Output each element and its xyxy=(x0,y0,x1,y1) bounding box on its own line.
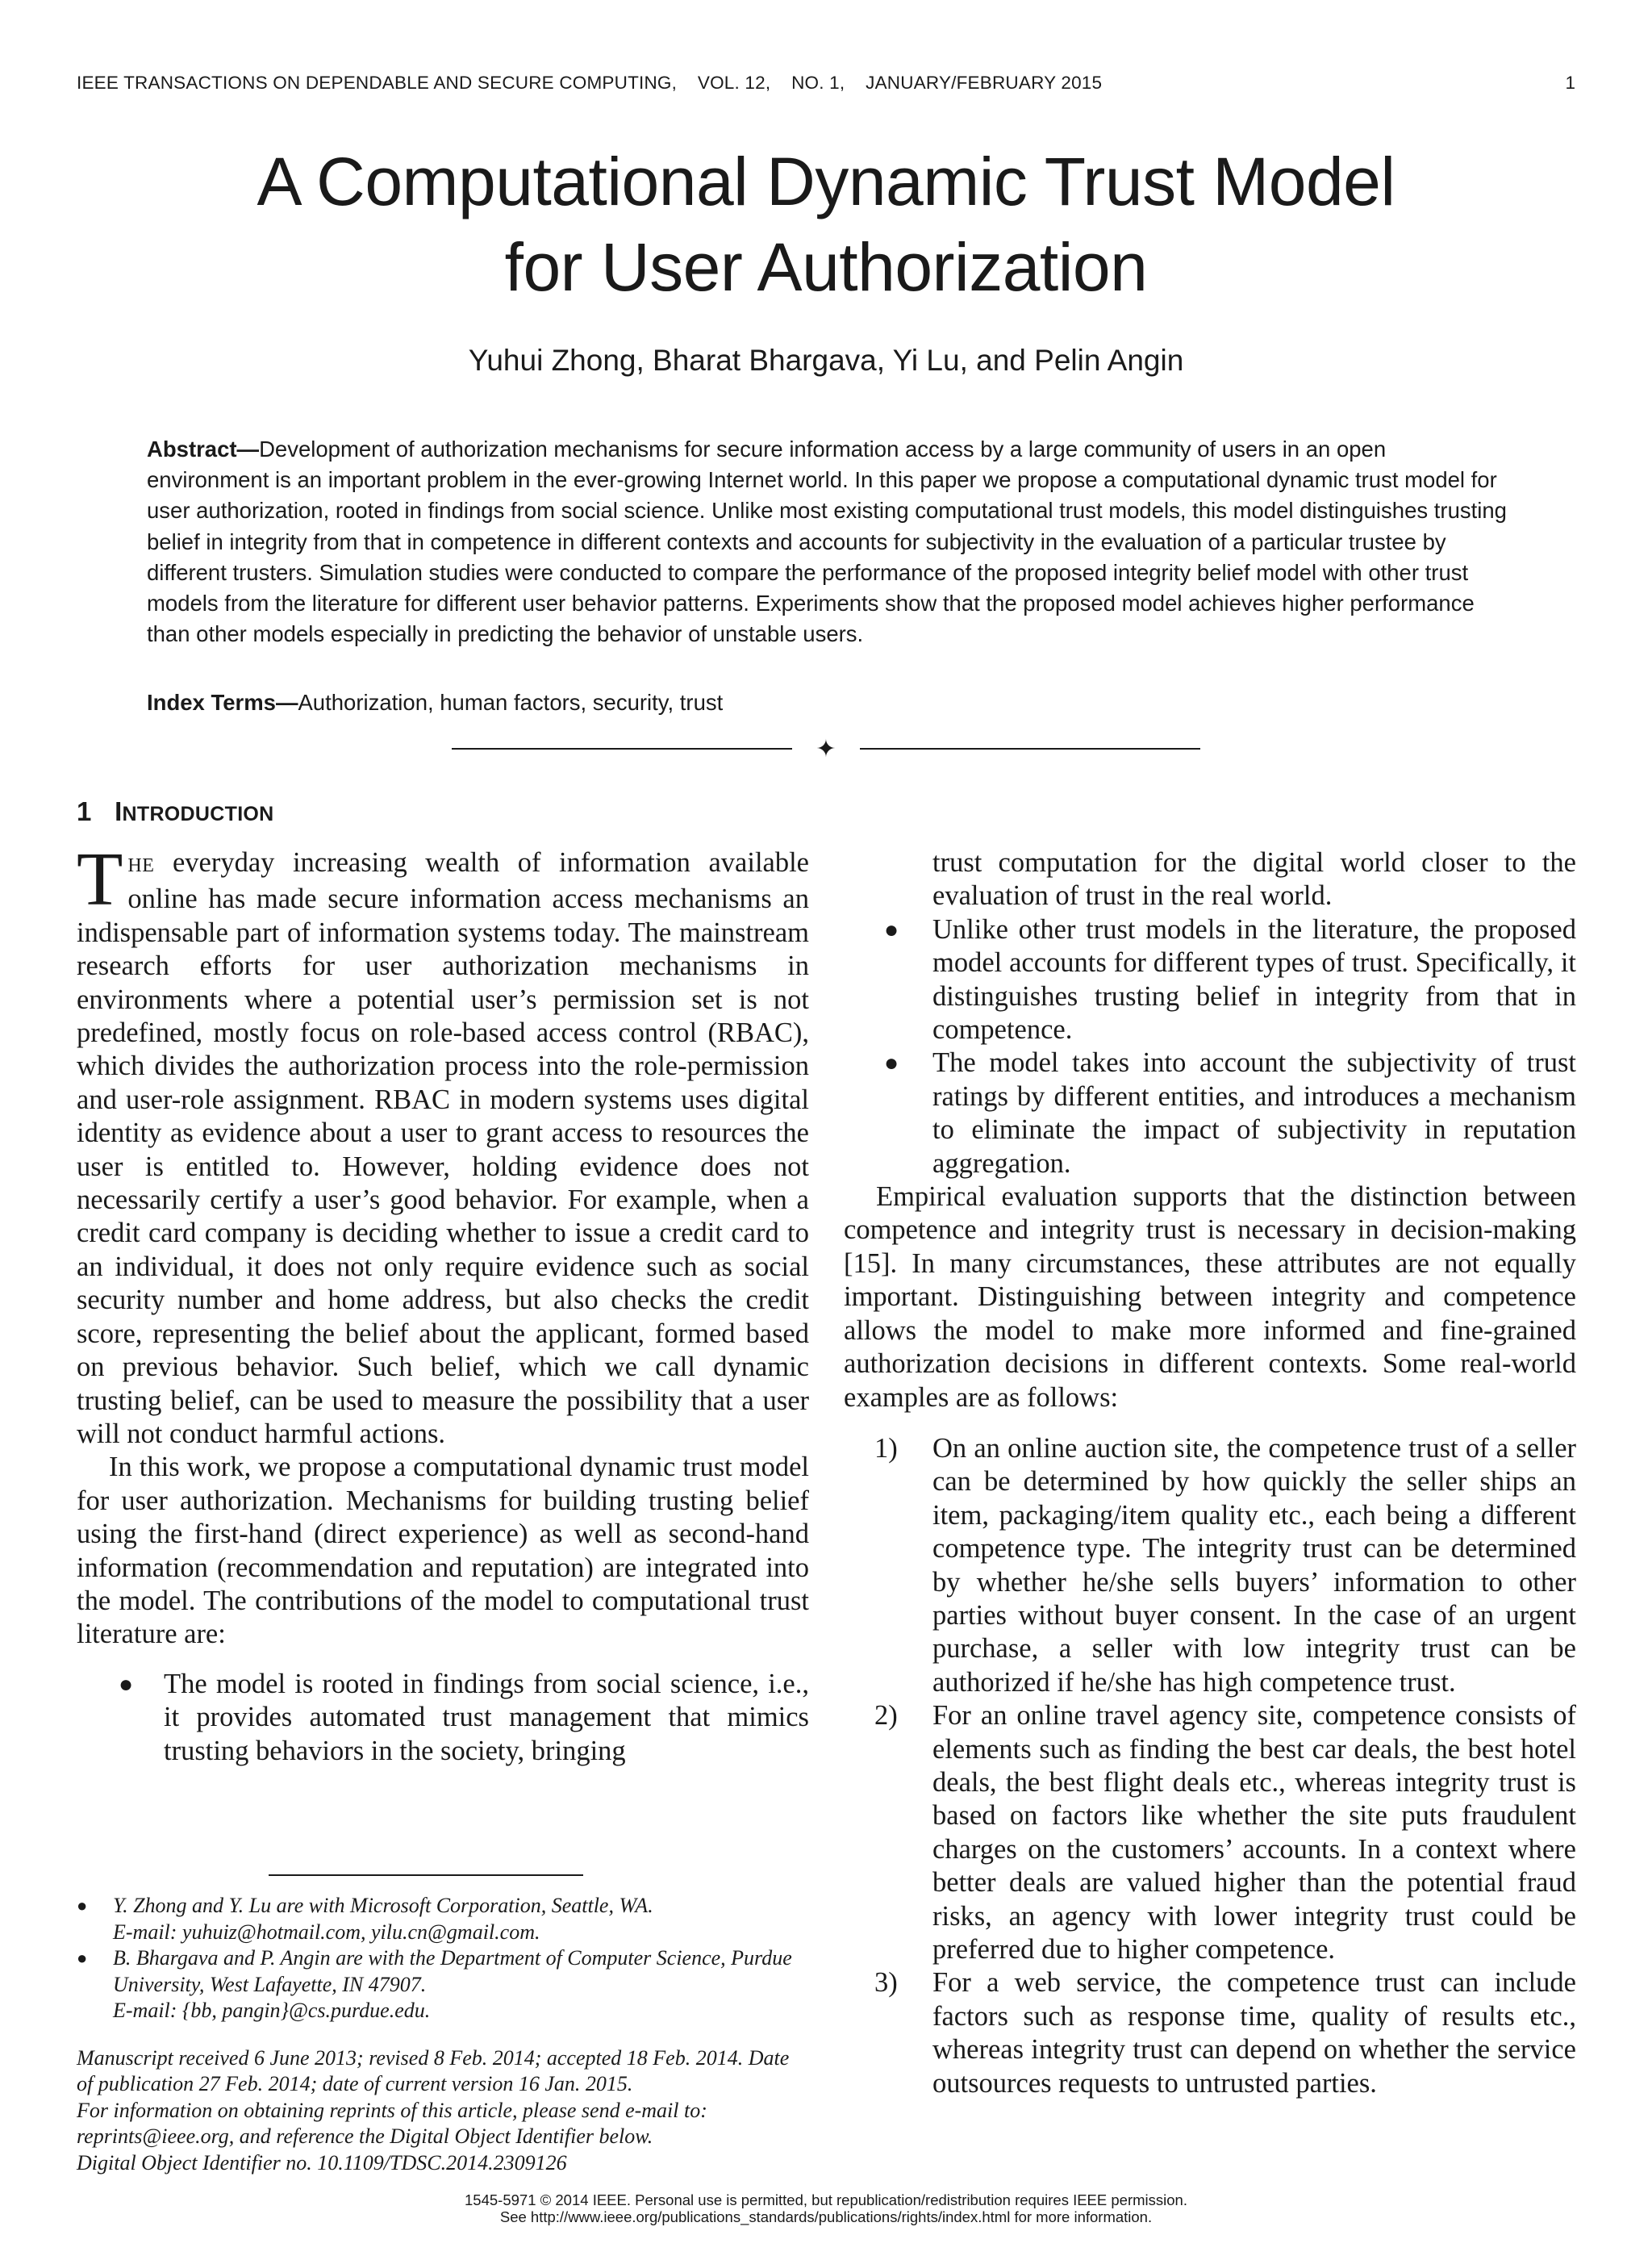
drop-cap-rest: HE xyxy=(127,855,155,876)
copyright-line-2: See http://www.ieee.org/publications_standards/publications/rights/index.html for more information. xyxy=(499,2208,1153,2225)
journal-name: IEEE TRANSACTIONS ON DEPENDABLE AND SECURE COMPUTING, xyxy=(77,73,678,93)
manuscript-dates: Manuscript received 6 June 2013; revised 8 Feb. 2014; accepted 18 Feb. 2014. Date of publication 27 Feb. 2014; date of current version 16 Jan. 2015. xyxy=(77,2045,790,2095)
example-text: For an online travel agency site, competence consists of elements such as finding the best car deals, the best hotel deals, the best flight deals etc., whereas integrity trust is based on factors like whether the site puts fraudulent charges on the customers’ accounts. In a context where better deals are valued higher than the potential fraud risks, an agency with lower integrity trust could be preferred due to higher competence. xyxy=(932,1700,1576,1965)
list-item xyxy=(844,1047,1576,1180)
journal-volume: VOL. 12, xyxy=(697,73,771,93)
contributions-list-continued xyxy=(844,913,1576,1180)
abstract-text: Development of authorization mechanisms for secure information access by a large community of users in an open environment is an important problem in the ever-growing Internet world. In this paper we propose a computational dynamic trust model for user authorization, rooted in findings from social science. Unlike most existing computational trust models, this model distinguishes trusting belief in integrity from that in competence in different contexts and accounts for subjectivity in the evaluation of a particular trustee by different trusters. Simulation studies were conducted to compare the performance of the proposed integrity belief model with other trust models from the literature for different user behavior patterns. Experiments show that the proposed model achieves higher performance than other models especially in predicting the behavior of unstable users. xyxy=(147,437,1507,647)
footnote-1-line1: Y. Zhong and Y. Lu are with Microsoft Corporation, Seattle, WA. xyxy=(113,1894,653,1917)
copyright-line-1: 1545-5971 © 2014 IEEE. Personal use is permitted, but republication/redistribution requires IEEE permission. xyxy=(465,2191,1187,2208)
paper-title-line1: A Computational Dynamic Trust Model xyxy=(257,144,1395,219)
example-number: 1) xyxy=(874,1432,898,1464)
list-item xyxy=(77,1668,809,1768)
section-heading xyxy=(77,796,274,827)
footnote-1-email: E-mail: yuhuiz@hotmail.com, yilu.cn@gmail.com. xyxy=(113,1920,540,1944)
contribution-1-continued: trust computation for the digital world closer to the evaluation of trust in the real world. xyxy=(932,847,1576,912)
section-title-initial: I xyxy=(115,796,123,826)
left-column xyxy=(77,838,809,1768)
example-number: 3) xyxy=(874,1967,898,1999)
contribution-3-text: The model takes into account the subjectivity of trust ratings by different entities, and introduces a mechanism to eliminate the impact of subjectivity in reputation aggregation. xyxy=(932,1047,1576,1179)
index-terms-label: Index Terms— xyxy=(147,690,298,715)
section-divider xyxy=(452,737,1200,761)
right-column xyxy=(844,846,1576,2100)
example-text: On an online auction site, the competence trust of a seller can be determined by how quickly the seller ships an item, packaging/item quality etc., each being a different competence type. The integrity trust can be determined by whether he/she sells buyers’ information to other parties without buyer consent. In the case of an urgent purchase, a seller with low integrity trust can be authorized if he/she has high competence trust. xyxy=(932,1432,1576,1698)
intro-paragraph-1 xyxy=(77,838,809,1451)
list-item xyxy=(844,1432,1576,1699)
list-item xyxy=(844,1699,1576,1966)
index-terms-text: Authorization, human factors, security, trust xyxy=(298,690,724,715)
bullet-icon: ● xyxy=(884,1050,899,1077)
drop-cap: T xyxy=(77,838,123,921)
divider-star-icon: ✦ xyxy=(816,737,836,761)
abstract xyxy=(147,434,1510,650)
manuscript-info xyxy=(77,2045,809,2177)
footnotes xyxy=(77,1893,809,2176)
footnote-2-email: E-mail: {bb, pangin}@cs.purdue.edu. xyxy=(113,1999,431,2022)
journal-date: JANUARY/FEBRUARY 2015 xyxy=(866,73,1103,93)
section-title-rest: NTRODUCTION xyxy=(122,803,274,825)
author-list: Yuhui Zhong, Bharat Bhargava, Yi Lu, and Pelin Angin xyxy=(468,344,1184,377)
footnote-affiliation-1 xyxy=(77,1893,809,1945)
list-item xyxy=(844,1966,1576,2100)
contributions-list xyxy=(77,1668,809,1768)
contribution-2-text: Unlike other trust models in the literature, the proposed model accounts for different types of trust. Specifically, it distinguishes trusting belief in integrity from that in competence. xyxy=(932,913,1576,1046)
index-terms xyxy=(147,687,1510,718)
section-number: 1 xyxy=(77,796,92,826)
list-item xyxy=(844,913,1576,1047)
example-text: For a web service, the competence trust can include factors such as response time, quality of results etc., whereas integrity trust can depend on whether the service outsources requests to untrusted parties. xyxy=(932,1967,1576,2099)
copyright-notice xyxy=(0,2191,1652,2225)
intro-paragraph-1-text: everyday increasing wealth of information available online has made secure information access mechanisms an indispensable part of information systems today. The mainstream research efforts for user authorization mechanisms in environments where a potential user’s permission set is not predefined, mostly focus on role-based access control (RBAC), which divides the authorization process into the role-permission and user-role assignment. RBAC in modern systems uses digital identity as evidence about a user to grant access to resources the user is entitled to. However, holding evidence does not necessarily certify a user’s good behavior. For example, when a credit card company is deciding whether to issue a credit card to an individual, it does not only require evidence such as social security number and home address, but also checks the credit score, representing the belief about the applicant, formed based on previous behavior. Such belief, which we call dynamic trusting belief, can be used to measure the possibility that a user will not conduct harmful actions. xyxy=(77,847,809,1449)
reprints-info: For information on obtaining reprints of this article, please send e-mail to: reprints@ieee.org, and reference the Digital Object Identifier below. xyxy=(77,2098,707,2148)
bullet-icon: ● xyxy=(77,1948,88,1968)
intro-paragraph-2: In this work, we propose a computational dynamic trust model for user authorization. Mechanisms for building trusting belief using the first-hand (direct experience) as well as second-hand information (recommendation and reputation) are integrated into the model. The contributions of the model to computational trust literature are: xyxy=(77,1452,809,1650)
paper-title xyxy=(81,139,1571,310)
example-number: 2) xyxy=(874,1700,898,1732)
bullet-icon: ● xyxy=(77,1895,88,1916)
bullet-icon: ● xyxy=(119,1670,134,1698)
journal-number: NO. 1, xyxy=(791,73,845,93)
paper-title-line2: for User Authorization xyxy=(504,229,1148,305)
examples-list xyxy=(844,1432,1576,2100)
footnote-rule xyxy=(269,1874,583,1876)
footnote-2-line1: B. Bhargava and P. Angin are with the Department of Computer Science, Purdue University, West Lafayette, IN 47907. xyxy=(113,1946,792,1996)
intro-paragraph-3: Empirical evaluation supports that the distinction between competence and integrity trust is necessary in decision-making [15]. In many circumstances, these attributes are not equally important. Distinguishing between integrity and competence allows the model to make more informed and fine-grained authorization decisions in different contexts. Some real-world examples are as follows: xyxy=(844,1181,1576,1413)
contribution-1-text: The model is rooted in findings from social science, i.e., it provides automated trust management that mimics trusting behaviors in the society, bringing xyxy=(164,1668,809,1766)
doi: Digital Object Identifier no. 10.1109/TDSC.2014.2309126 xyxy=(77,2150,567,2175)
bullet-icon: ● xyxy=(884,916,899,943)
divider-rule-graphic xyxy=(452,737,1200,761)
page-number: 1 xyxy=(1565,73,1575,93)
footnote-affiliation-2 xyxy=(77,1945,809,2024)
running-header xyxy=(77,73,1577,94)
abstract-label: Abstract— xyxy=(147,437,260,462)
